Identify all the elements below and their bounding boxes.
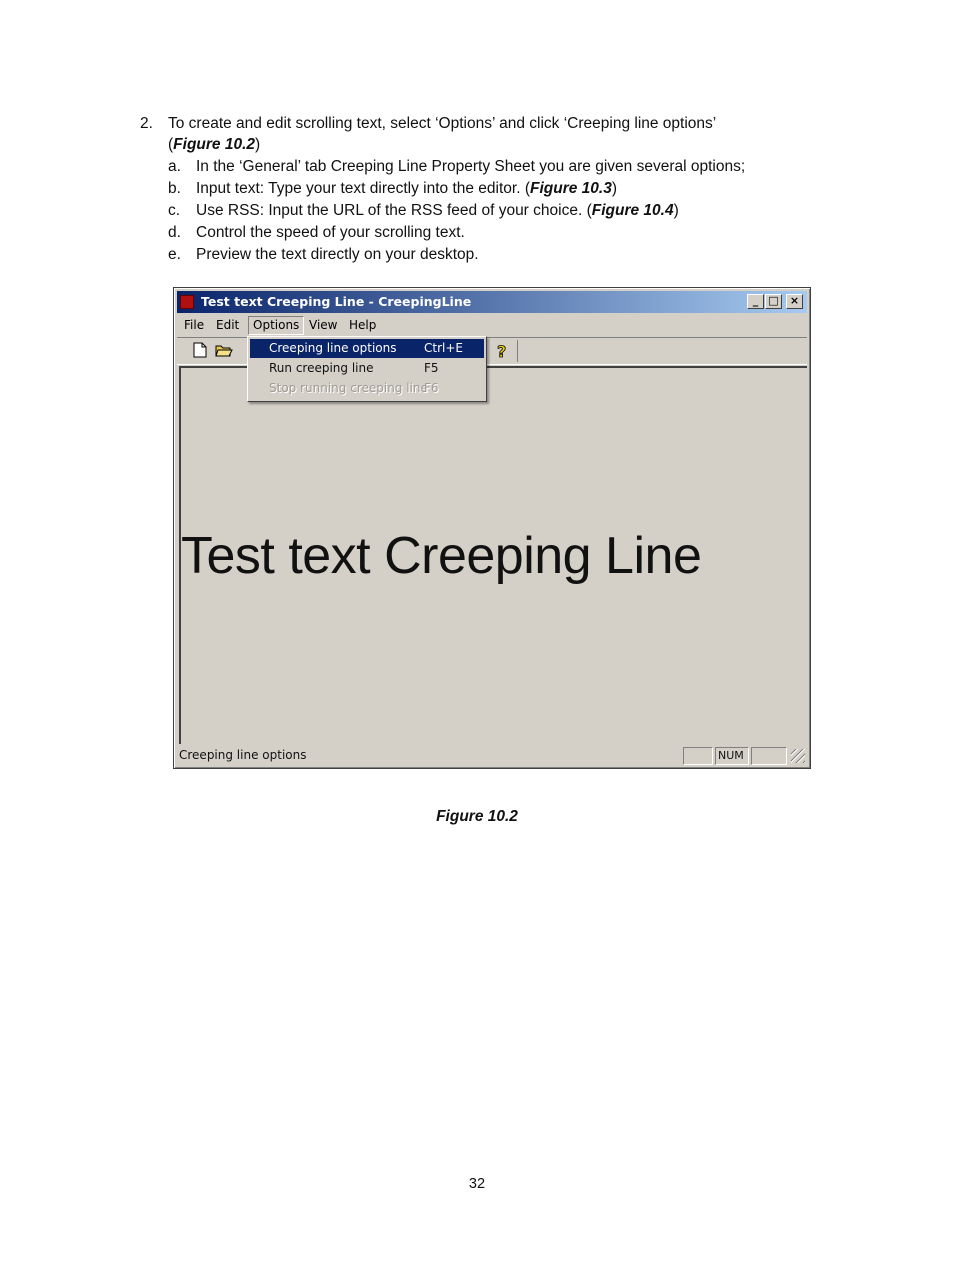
menu-view[interactable]: View (309, 318, 338, 332)
menu-options[interactable]: Options (248, 316, 304, 335)
svg-text:?: ? (497, 342, 507, 360)
status-panel-caps (683, 747, 713, 765)
menu-bar (177, 315, 807, 335)
menu-item-run-creeping-line[interactable] (250, 359, 484, 378)
menu-item-shortcut: F5 (424, 361, 439, 375)
help-icon[interactable] (493, 342, 511, 360)
figure-caption: Figure 10.2 (436, 808, 518, 825)
list-number: 2. (140, 115, 153, 132)
open-folder-icon[interactable] (215, 342, 233, 360)
list-item-line1: To create and edit scrolling text, select ‘Options’ and click ‘Creeping line options’ (168, 115, 717, 132)
paren-close: ) (611, 180, 618, 197)
menu-item-stop-creeping-line (250, 379, 484, 398)
sub-text (196, 200, 679, 221)
figure-ref: Figure 10.4 (591, 202, 674, 219)
sub-letter: e. (168, 246, 181, 263)
menu-help[interactable]: Help (349, 318, 377, 332)
sub-text-body: Use RSS: Input the URL of the RSS feed of your choice. ( (196, 202, 592, 219)
sub-text-body: Input text: Type your text directly into the editor. ( (196, 180, 530, 197)
sub-text (196, 178, 617, 199)
toolbar-separator (517, 340, 518, 362)
sub-letter: b. (168, 180, 181, 197)
sub-letter: a. (168, 158, 181, 175)
app-icon (180, 295, 194, 309)
sub-letter: c. (168, 202, 181, 219)
status-panel-num: NUM (715, 747, 749, 765)
list-item-text (168, 113, 798, 155)
list-item-line2 (168, 134, 798, 155)
status-text: Creeping line options (179, 748, 307, 762)
menu-item-label: Run creeping line (269, 361, 374, 375)
close-button[interactable]: × (786, 294, 803, 309)
menu-item-label: Stop running creeping line (269, 381, 428, 395)
sub-text: Control the speed of your scrolling text. (196, 224, 465, 241)
title-bar[interactable] (177, 291, 807, 313)
menu-edit[interactable]: Edit (216, 318, 240, 332)
resize-grip-icon[interactable] (791, 749, 805, 763)
paren-close: ) (673, 202, 679, 219)
options-dropdown-menu (247, 336, 487, 402)
page-number: 32 (468, 1176, 486, 1192)
new-file-icon[interactable] (191, 342, 209, 360)
menu-item-creeping-line-options[interactable] (250, 339, 484, 358)
client-area (179, 366, 807, 744)
menu-file[interactable]: File (184, 318, 205, 332)
sub-text: Preview the text directly on your desktop. (196, 246, 479, 263)
minimize-button[interactable]: _ (747, 294, 764, 309)
sub-text: In the ‘General’ tab Creeping Line Property Sheet you are given several options; (196, 158, 746, 175)
menu-item-label: Creeping line options (269, 341, 397, 355)
paren-close: ) (255, 136, 261, 153)
menu-item-shortcut: F6 (424, 381, 439, 395)
window-title: Test text Creeping Line - CreepingLine (201, 294, 472, 309)
menu-item-shortcut: Ctrl+E (424, 341, 463, 355)
figure-ref: Figure 10.3 (530, 180, 612, 197)
paren-open: ( (168, 136, 174, 153)
figure-ref: Figure 10.2 (173, 136, 256, 153)
app-window-screenshot (173, 287, 811, 769)
creeping-line-text: Test text Creeping Line (181, 527, 702, 585)
status-panel-scroll (751, 747, 787, 765)
maximize-button[interactable]: □ (765, 294, 782, 309)
status-bar (177, 745, 807, 767)
sub-letter: d. (168, 224, 181, 241)
